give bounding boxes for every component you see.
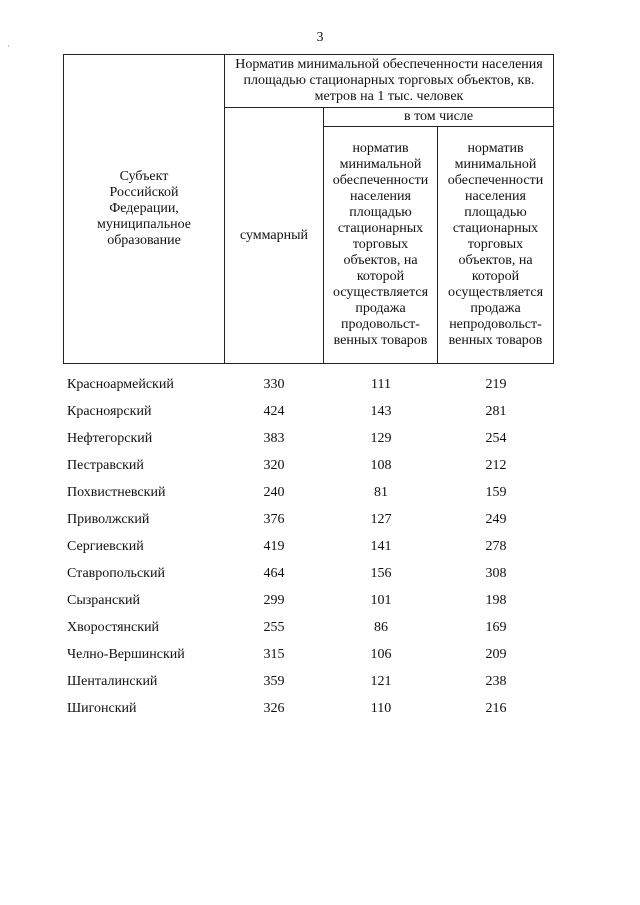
table-row [63, 401, 553, 428]
row-total-value: 299 [263, 593, 285, 608]
row-total-value: 376 [263, 512, 285, 527]
table-header-bottom-border [63, 363, 554, 364]
row-municipality-name: Красноярский [67, 404, 152, 419]
row-municipality-name: Ставропольский [67, 566, 165, 581]
header-nonfood-norm: норматив минимальной обеспеченности населения площадью стационарных торговых объектов, на которой осуществляется продажа непродовольст-венных товаров [447, 141, 544, 348]
row-municipality-name: Сызранский [67, 593, 140, 608]
row-food-value: 86 [374, 620, 388, 635]
row-nonfood-value: 159 [485, 485, 507, 500]
row-nonfood-value: 308 [485, 566, 507, 581]
row-total-value: 383 [263, 431, 285, 446]
row-municipality-name: Красноармейский [67, 377, 174, 392]
row-nonfood-value: 238 [485, 674, 507, 689]
table-row [63, 455, 553, 482]
row-nonfood-value: 281 [485, 404, 507, 419]
row-municipality-name: Приволжский [67, 512, 150, 527]
page-number: 3 [316, 30, 324, 45]
row-nonfood-value: 219 [485, 377, 507, 392]
row-municipality-name: Шигонский [67, 701, 137, 716]
row-total-value: 315 [263, 647, 285, 662]
row-total-value: 326 [263, 701, 285, 716]
table-right-border [553, 54, 554, 364]
row-food-value: 110 [370, 701, 392, 716]
table-row [63, 482, 553, 509]
row-food-value: 127 [370, 512, 392, 527]
row-total-value: 464 [263, 566, 285, 581]
table-row [63, 374, 553, 401]
row-food-value: 143 [370, 404, 392, 419]
row-nonfood-value: 216 [485, 701, 507, 716]
table-row [63, 563, 553, 590]
row-total-value: 330 [263, 377, 285, 392]
row-municipality-name: Похвистневский [67, 485, 166, 500]
table-row [63, 644, 553, 671]
table-row [63, 590, 553, 617]
row-nonfood-value: 209 [485, 647, 507, 662]
row-food-value: 129 [370, 431, 392, 446]
row-nonfood-value: 169 [485, 620, 507, 635]
table-row [63, 428, 553, 455]
row-municipality-name: Челно-Вершинский [67, 647, 185, 662]
row-nonfood-value: 278 [485, 539, 507, 554]
table-row [63, 509, 553, 536]
row-municipality-name: Нефтегорский [67, 431, 153, 446]
header-norm: Норматив минимальной обеспеченности населения площадью стационарных торговых объектов, кв. метров на 1 тыс. человек [235, 57, 543, 104]
row-food-value: 106 [370, 647, 392, 662]
row-total-value: 424 [263, 404, 285, 419]
row-total-value: 419 [263, 539, 285, 554]
row-nonfood-value: 254 [485, 431, 507, 446]
row-total-value: 320 [263, 458, 285, 473]
row-nonfood-value: 198 [485, 593, 507, 608]
header-food-norm: норматив минимальной обеспеченности населения площадью стационарных торговых объектов, на которой осуществляется продажа продовольст-венных товаров [332, 141, 429, 348]
table-row [63, 671, 553, 698]
row-municipality-name: Сергиевский [67, 539, 144, 554]
row-nonfood-value: 212 [485, 458, 507, 473]
row-total-value: 240 [263, 485, 285, 500]
row-food-value: 101 [370, 593, 392, 608]
row-food-value: 81 [374, 485, 388, 500]
row-food-value: 111 [371, 377, 391, 392]
table-row [63, 617, 553, 644]
data-rows [63, 374, 553, 725]
row-municipality-name: Хворостянский [67, 620, 160, 635]
row-food-value: 141 [370, 539, 392, 554]
row-municipality-name: Шенталинский [67, 674, 158, 689]
row-nonfood-value: 249 [485, 512, 507, 527]
header-including: в том числе [403, 109, 474, 124]
header-subject: Субъект Российской Федерации, муниципальное образование [97, 169, 191, 248]
scan-speck: · [7, 41, 10, 51]
header-total: суммарный [239, 227, 309, 243]
table-row [63, 536, 553, 563]
row-food-value: 156 [370, 566, 392, 581]
row-total-value: 255 [263, 620, 285, 635]
row-municipality-name: Пестравский [67, 458, 144, 473]
row-food-value: 121 [370, 674, 392, 689]
row-food-value: 108 [370, 458, 392, 473]
table-row [63, 698, 553, 725]
row-total-value: 359 [263, 674, 285, 689]
